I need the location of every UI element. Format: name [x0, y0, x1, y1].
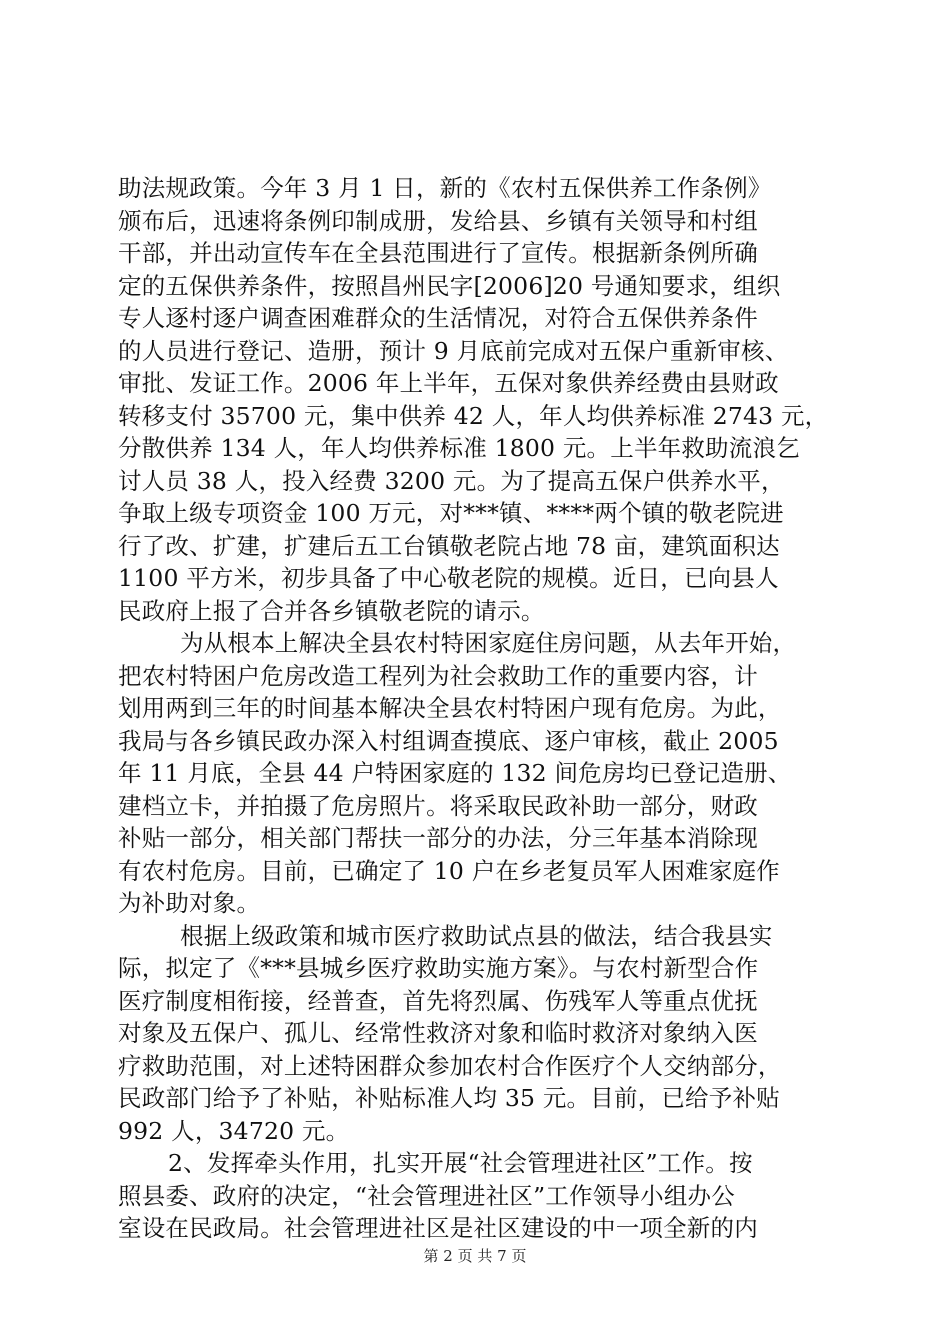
text-line: 民政部门给予了补贴，补贴标准人均 35 元。目前，已给予补贴	[118, 1084, 780, 1112]
text-line: 年 11 月底，全县 44 户特困家庭的 132 间危房均已登记造册、	[118, 759, 792, 787]
text-line: 助法规政策。今年 3 月 1 日，新的《农村五保供养工作条例》	[118, 174, 772, 202]
text-line: 定的五保供养条件，按照昌州民字[2006]20 号通知要求，组织	[118, 271, 781, 300]
text-line: 划用两到三年的时间基本解决全县农村特困户现有危房。为此，	[118, 694, 782, 722]
text-line: 有农村危房。目前，已确定了 10 户在乡老复员军人困难家庭作	[118, 856, 780, 885]
document-body	[118, 172, 848, 1245]
text-line: 我局与各乡镇民政办深入村组调查摸底、逐户审核，截止 2005	[118, 726, 779, 755]
page-number-footer: 第 2 页 共 7 页	[423, 1247, 527, 1265]
text-line: 为补助对象。	[118, 889, 261, 917]
text-line: 把农村特困户危房改造工程列为社会救助工作的重要内容，计	[118, 661, 758, 690]
text-line: 讨人员 38 人，投入经费 3200 元。为了提高五保户供养水平，	[118, 466, 785, 495]
text-line: 干部，并出动宣传车在全县范围进行了宣传。根据新条例所确	[118, 239, 758, 267]
paragraph-first-line: 2、发挥牵头作用，扎实开展“社会管理进社区”工作。按	[168, 1149, 753, 1177]
text-line: 分散供养 134 人，年人均供养标准 1800 元。上半年救助流浪乞	[118, 434, 800, 462]
text-line: 争取上级专项资金 100 万元，对***镇、****两个镇的敬老院进	[118, 499, 784, 527]
text-line: 审批、发证工作。2006 年上半年，五保对象供养经费由县财政	[118, 369, 779, 397]
text-line: 992 人，34720 元。	[118, 1116, 350, 1145]
text-line: 的人员进行登记、造册，预计 9 月底前完成对五保户重新审核、	[118, 336, 789, 365]
text-line: 建档立卡，并拍摄了危房照片。将采取民政补助一部分，财政	[118, 791, 758, 820]
text-line: 转移支付 35700 元，集中供养 42 人，年人均供养标准 2743 元，	[118, 401, 829, 430]
text-line: 室设在民政局。社会管理进社区是社区建设的中一项全新的内	[118, 1214, 758, 1242]
text-line: 行了改、扩建，扩建后五工台镇敬老院占地 78 亩，建筑面积达	[118, 531, 780, 560]
text-line: 对象及五保户、孤儿、经常性救济对象和临时救济对象纳入医	[118, 1019, 758, 1047]
text-line: 民政府上报了合并各乡镇敬老院的请示。	[118, 596, 545, 625]
paragraph-first-line: 根据上级政策和城市医疗救助试点县的做法，结合我县实	[180, 921, 773, 950]
text-line: 专人逐村逐户调查困难群众的生活情况，对符合五保供养条件	[118, 304, 758, 332]
text-line: 际，拟定了《***县城乡医疗救助实施方案》。与农村新型合作	[118, 954, 759, 982]
text-line: 疗救助范围，对上述特困群众参加农村合作医疗个人交纳部分，	[118, 1051, 782, 1080]
text-line: 照县委、政府的决定，“社会管理进社区”工作领导小组办公	[118, 1181, 735, 1210]
text-line: 医疗制度相衔接，经普查，首先将烈属、伤残军人等重点优抚	[118, 986, 758, 1015]
text-line: 颁布后，迅速将条例印制成册，发给县、乡镇有关领导和村组	[118, 206, 758, 235]
paragraph-first-line: 为从根本上解决全县农村特困家庭住房问题，从去年开始，	[180, 629, 797, 657]
text-line: 1100 平方米，初步具备了中心敬老院的规模。近日，已向县人	[118, 564, 779, 592]
text-line: 补贴一部分，相关部门帮扶一部分的办法，分三年基本消除现	[118, 824, 758, 852]
